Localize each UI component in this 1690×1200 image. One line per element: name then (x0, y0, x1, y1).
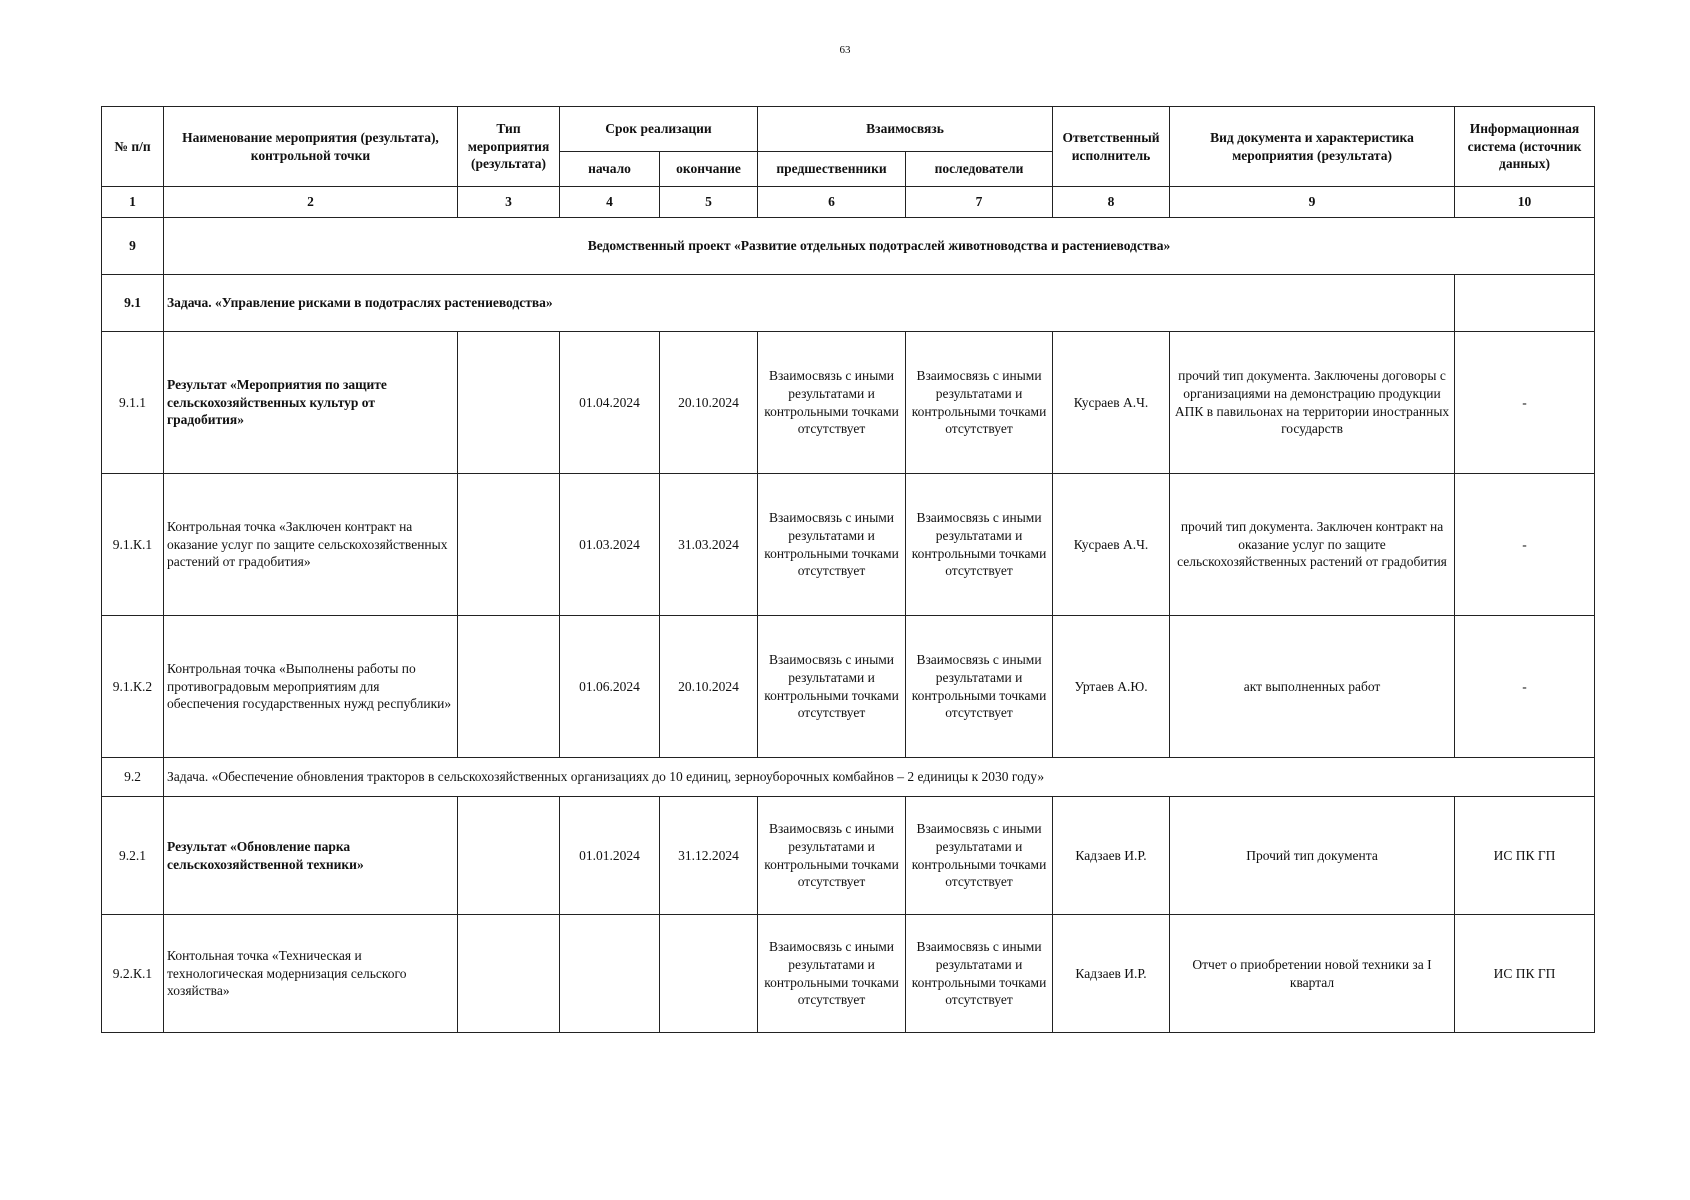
row-info: - (1455, 332, 1595, 474)
row-doc: Отчет о приобретении новой техники за I квартал (1170, 915, 1455, 1033)
row-info: - (1455, 616, 1595, 758)
row-start: 01.04.2024 (560, 332, 660, 474)
table-row (102, 616, 1595, 758)
row-doc: прочий тип документа. Заключены договоры с организациями на демонстрацию продукции АПК в павильонах на территории иностранных государств (1170, 332, 1455, 474)
header-name: Наименование мероприятия (результата), контрольной точки (164, 107, 458, 187)
task-row (102, 275, 1595, 332)
col-number: 4 (560, 187, 660, 218)
col-number: 10 (1455, 187, 1595, 218)
row-end: 31.03.2024 (660, 474, 758, 616)
row-doc: Прочий тип документа (1170, 797, 1455, 915)
row-info: ИС ПК ГП (1455, 797, 1595, 915)
row-doc: прочий тип документа. Заключен контракт на оказание услуг по защите сельскохозяйственных растений от градобития (1170, 474, 1455, 616)
column-numbers-row (102, 187, 1595, 218)
row-name: Контольная точка «Техническая и технологическая модернизация сельского хозяйства» (164, 915, 458, 1033)
row-resp: Кадзаев И.Р. (1053, 915, 1170, 1033)
header-term-start: начало (560, 152, 660, 187)
row-info: - (1455, 474, 1595, 616)
col-number: 2 (164, 187, 458, 218)
row-start (560, 915, 660, 1033)
col-number: 1 (102, 187, 164, 218)
row-name: Контрольная точка «Выполнены работы по противоградовым мероприятиям для обеспечения государственных нужд республики» (164, 616, 458, 758)
plan-table (101, 106, 1595, 1033)
row-info: ИС ПК ГП (1455, 915, 1595, 1033)
task-num: 9.2 (102, 758, 164, 797)
task-row (102, 758, 1595, 797)
row-next: Взаимосвязь с иными результатами и контрольными точками отсутствует (906, 915, 1053, 1033)
row-type (458, 797, 560, 915)
header-link-next: последователи (906, 152, 1053, 187)
project-title: Ведомственный проект «Развитие отдельных подотраслей животноводства и растениеводства» (164, 218, 1595, 275)
row-name: Результат «Обновление парка сельскохозяйственной техники» (164, 797, 458, 915)
table-row (102, 915, 1595, 1033)
row-resp: Кусраев А.Ч. (1053, 474, 1170, 616)
row-doc: акт выполненных работ (1170, 616, 1455, 758)
task-title: Задача. «Управление рисками в подотраслях растениеводства» (164, 275, 1455, 332)
row-end (660, 915, 758, 1033)
row-prev: Взаимосвязь с иными результатами и контрольными точками отсутствует (758, 616, 906, 758)
col-number: 8 (1053, 187, 1170, 218)
row-num: 9.1.1 (102, 332, 164, 474)
header-info: Информационная система (источник данных) (1455, 107, 1595, 187)
col-number: 7 (906, 187, 1053, 218)
row-next: Взаимосвязь с иными результатами и контрольными точками отсутствует (906, 797, 1053, 915)
row-num: 9.2.1 (102, 797, 164, 915)
row-name: Контрольная точка «Заключен контракт на оказание услуг по защите сельскохозяйственных растений от градобития» (164, 474, 458, 616)
empty-cell (1455, 275, 1595, 332)
row-prev: Взаимосвязь с иными результатами и контрольными точками отсутствует (758, 915, 906, 1033)
row-prev: Взаимосвязь с иными результатами и контрольными точками отсутствует (758, 474, 906, 616)
col-number: 5 (660, 187, 758, 218)
table-row (102, 474, 1595, 616)
header-doc: Вид документа и характеристика мероприятия (результата) (1170, 107, 1455, 187)
col-number: 6 (758, 187, 906, 218)
header-term-end: окончание (660, 152, 758, 187)
table-row (102, 332, 1595, 474)
task-title: Задача. «Обеспечение обновления тракторов в сельскохозяйственных организациях до 10 единиц, зерноуборочных комбайнов – 2 единицы к 2030 году» (164, 758, 1595, 797)
col-number: 3 (458, 187, 560, 218)
project-num: 9 (102, 218, 164, 275)
row-num: 9.1.К.2 (102, 616, 164, 758)
page-number: 63 (839, 44, 851, 56)
row-start: 01.01.2024 (560, 797, 660, 915)
row-type (458, 474, 560, 616)
row-name: Результат «Мероприятия по защите сельскохозяйственных культур от градобития» (164, 332, 458, 474)
header-num: № п/п (102, 107, 164, 187)
row-end: 31.12.2024 (660, 797, 758, 915)
header-resp: Ответственный исполнитель (1053, 107, 1170, 187)
row-next: Взаимосвязь с иными результатами и контрольными точками отсутствует (906, 474, 1053, 616)
row-resp: Кадзаев И.Р. (1053, 797, 1170, 915)
row-start: 01.03.2024 (560, 474, 660, 616)
row-end: 20.10.2024 (660, 332, 758, 474)
header-term: Срок реализации (560, 107, 758, 152)
row-type (458, 616, 560, 758)
row-prev: Взаимосвязь с иными результатами и контрольными точками отсутствует (758, 332, 906, 474)
table-row (102, 797, 1595, 915)
project-row (102, 218, 1595, 275)
header-type: Тип мероприятия (результата) (458, 107, 560, 187)
task-num: 9.1 (102, 275, 164, 332)
row-start: 01.06.2024 (560, 616, 660, 758)
row-next: Взаимосвязь с иными результатами и контрольными точками отсутствует (906, 616, 1053, 758)
row-resp: Кусраев А.Ч. (1053, 332, 1170, 474)
col-number: 9 (1170, 187, 1455, 218)
row-next: Взаимосвязь с иными результатами и контрольными точками отсутствует (906, 332, 1053, 474)
row-end: 20.10.2024 (660, 616, 758, 758)
header-link-prev: предшественники (758, 152, 906, 187)
row-type (458, 915, 560, 1033)
row-prev: Взаимосвязь с иными результатами и контрольными точками отсутствует (758, 797, 906, 915)
header-link: Взаимосвязь (758, 107, 1053, 152)
row-resp: Уртаев А.Ю. (1053, 616, 1170, 758)
row-type (458, 332, 560, 474)
row-num: 9.2.К.1 (102, 915, 164, 1033)
row-num: 9.1.К.1 (102, 474, 164, 616)
